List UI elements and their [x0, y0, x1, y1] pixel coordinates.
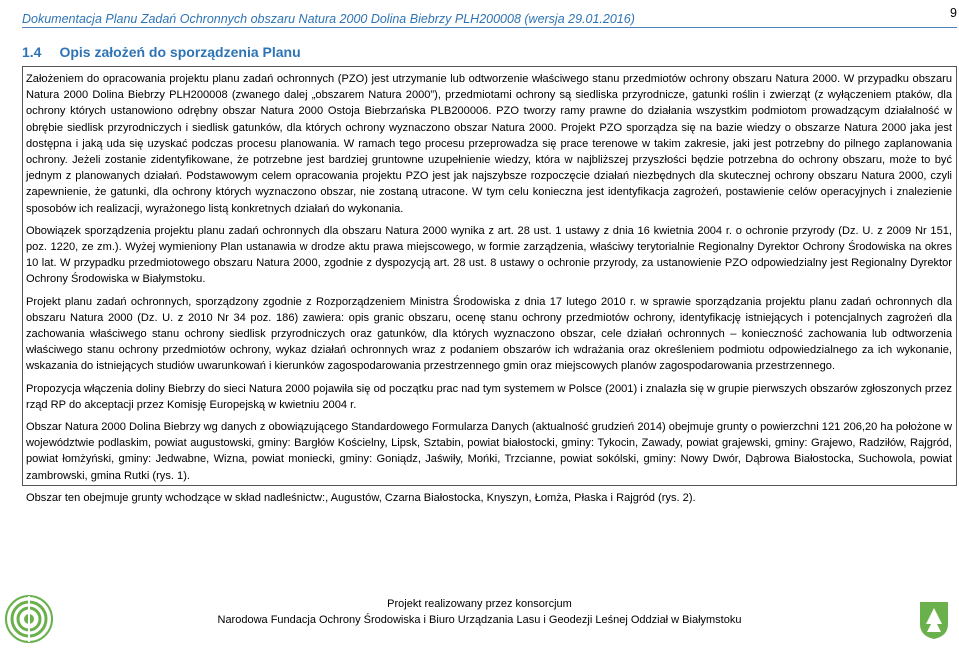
paragraph: Propozycja włączenia doliny Biebrzy do sieci Natura 2000 pojawiła się od początku prac nad tym systemem w Polsce (2001) i znalazła się w grupie pierwszych obszarów zgłoszonych przez rząd RP do akceptacji przez Komisję Europejską w kwietniu 2004 r. [26, 382, 952, 411]
paragraph: Obszar Natura 2000 Dolina Biebrzy wg danych z obowiązującego Standardowego Formularza Danych (aktualność grudzień 2014) obejmuje grunty o powierzchni 121 206,20 ha położone w województwie podlaskim, powiat augustowski, gminy: Bargłów Kościelny, Lipsk, Sztabin, powiat białostocki, gminy: Tykocin, Zawady, powiat grajewski, gminy: Grajewo, Radziłów, Rajgród, powiat łomżyński, gminy: Jedwabne, Wizna, powiat moniecki, gminy: Goniądz, Jaświły, Mońki, Trzcianne, powiat sokólski, gminy: Nowy Dwór, Dąbrowa Białostocka, Suchowola, powiat zambrowski, gmina Rutki (rys. 1). [26, 421, 952, 482]
page-header [22, 6, 957, 36]
forestry-logo-icon [918, 600, 950, 640]
section-number: 1.4 [22, 44, 42, 60]
footer-line-2: Narodowa Fundacja Ochrony Środowiska i Biuro Urządzania Lasu i Geodezji Leśnej Oddział w Białymstoku [217, 614, 742, 626]
body-text [26, 71, 952, 512]
document-title: Dokumentacja Planu Zadań Ochronnych obszaru Natura 2000 Dolina Biebrzy PLH200008 (wersja 29.01.2016) [22, 12, 635, 26]
paragraph: Obowiązek sporządzenia projektu planu zadań ochronnych dla obszaru Natura 2000 wynika z art. 28 ust. 1 ustawy z dnia 16 kwietnia 2004 r. o ochronie przyrody (Dz. U. z 2009 Nr 151, poz. 1220, ze zm.). Wyżej wymieniony Plan ustanawia w drodze aktu prawa miejscowego, w formie zarządzenia, właściwy terytorialnie Regionalny Dyrektor Ochrony Środowiska na okres 10 lat. W przypadku przedmiotowego obszaru Natura 2000, zgodnie z dyspozycją art. 28 ust. 8 ustawy o ochronie przyrody, za ustanowienie PZO odpowiedzialny jest Regionalny Dyrektor Ochrony Środowiska w Białymstoku. [26, 224, 952, 286]
section-title: Opis założeń do sporządzenia Planu [59, 44, 301, 60]
paragraph: Obszar ten obejmuje grunty wchodzące w skład nadleśnictw:, Augustów, Czarna Białostocka, Knyszyn, Łomża, Płaska i Rajgród (rys. 2). [26, 491, 696, 504]
footer-line-1: Projekt realizowany przez konsorcjum [387, 598, 572, 610]
page-number: 9 [950, 6, 957, 20]
section-heading [22, 44, 301, 60]
header-divider [22, 27, 957, 28]
paragraph: Projekt planu zadań ochronnych, sporządzony zgodnie z Rozporządzeniem Ministra Środowiska z dnia 17 lutego 2010 r. w sprawie sporządzania projektu planu zadań ochronnych dla obszaru Natura 2000 (Dz. U. z 2010 Nr 34 poz. 186) zawiera: opis granic obszaru, ocenę stanu ochrony przedmiotów ochrony, identyfikację istniejących i potencjalnych zagrożeń dla zachowania właściwego stanu ochrony siedlisk przyrodniczych oraz gatunków, dla których wyznaczono obszar, cele działań ochronnych – konieczność zachowania lub odtworzenia właściwego stanu ochrony przedmiotów ochrony, wykaz działań ochronnych wraz z podaniem obszarów ich wdrażania oraz określeniem podmiotu odpowiedzialnego za ich wykonanie, wskazania do istniejących studiów uwarunkowań i kierunków zagospodarowania przestrzennego gmin oraz miejscowych planów zagospodarowania przestrzennego. [26, 295, 952, 373]
page-footer [0, 596, 959, 628]
content-frame [22, 66, 957, 504]
paragraph: Założeniem do opracowania projektu planu zadań ochronnych (PZO) jest utrzymanie lub odtworzenie właściwego stanu przedmiotów ochrony obszaru Natura 2000. W przypadku obszaru Natura 2000 Dolina Biebrzy PLH200008 (zwanego dalej „obszarem Natura 2000”), przedmiotami ochrony są siedliska przyrodnicze, gatunki roślin i zwierząt (z wyłączeniem ptaków, dla ochrony których ustanowiono odrębny obszar Natura 2000 Ostoja Biebrzańska PLB200006. PZO tworzy ramy prawne do działania wszystkim podmiotom prowadzącym działalność w obrębie siedlisk przyrodniczych i siedlisk gatunków, dla których ochrony wyznaczono obszar Natura 2000. Projekt PZO sporządza się na bazie wiedzy o obszarze Natura 2000 jaka jest dostępna i jaką uda się uzyskać podczas procesu planowania. W ramach tego procesu przeprowadza się prace terenowe w takim zakresie, jaki jest potrzebny do pilnego zaplanowania ochrony. Jeżeli zostanie zidentyfikowane, że potrzebne jest bardziej gruntowne uzupełnienie wiedzy, która w najbliższej przyszłości będzie potrzebna do ochrony obszaru, może to być jednym z planowanych działań. Podstawowym celem opracowania projektu PZO jest jak najszybsze rozpoczęcie działań niezbędnych dla skutecznej ochrony obszaru Natura 2000, czyli zapewnienie, że gatunki, dla ochrony których wyznaczono obszar, nie zostaną utracone. W tym celu konieczna jest identyfikacja zagrożeń, postawienie celów operacyjnych i znalezienie sposobów ich realizacji, wyrażonego listą konkretnych działań do wykonania. [26, 73, 952, 215]
